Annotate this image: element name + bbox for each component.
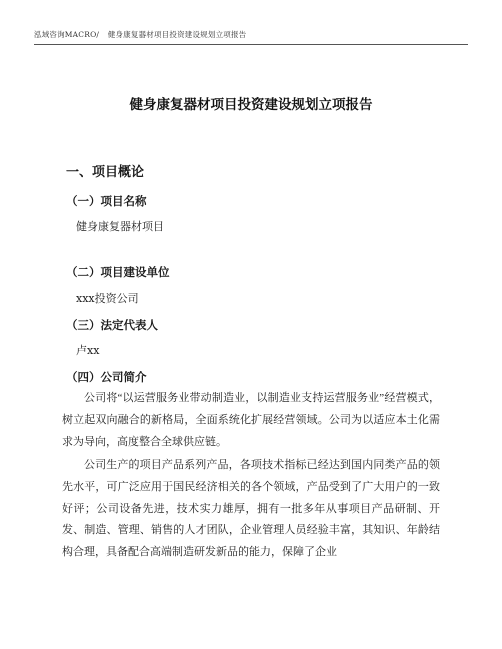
page-header: [34, 29, 246, 40]
header-source: 泓域咨询MACRO/: [34, 30, 100, 39]
construction-unit-heading: （二）项目建设单位: [66, 265, 170, 279]
legal-rep-heading: （三）法定代表人: [66, 318, 158, 332]
project-name-heading: （一）项目名称: [66, 194, 147, 208]
document-title: 健身康复器材项目投资建设规划立项报告: [129, 97, 373, 113]
header-rule: [34, 44, 468, 45]
company-intro-heading: （四）公司简介: [66, 370, 147, 384]
project-name-value: 健身康复器材项目: [76, 220, 164, 233]
header-doc-name: 健身康复器材项目投资建设规划立项报告: [107, 30, 247, 39]
intro-paragraph-1: 公司将“以运营服务业带动制造业，以制造业支持运营服务业”经营模式，树立起双向融合的新格局，全面系统化扩展经营领域。公司为以适应本土化需求为导向，高度整合全球供应链。: [62, 392, 440, 448]
intro-paragraph-2: 公司生产的项目产品系列产品，各项技术指标已经达到国内同类产品的领先水平，可广泛应用于国民经济相关的各个领域，产品受到了广大用户的一致好评；公司设备先进，技术实力雄厚，拥有一批多年从事项目产品研制、开发、制造、管理、销售的人才团队，企业管理人员经验丰富，其知识、年龄结构合理，具备配合高端制造研发新品的能力，保障了企业: [62, 459, 440, 559]
section-heading: 一、项目概论: [66, 165, 145, 180]
legal-rep-value: 卢xx: [76, 344, 100, 357]
construction-unit-value: xxx投资公司: [76, 292, 139, 305]
